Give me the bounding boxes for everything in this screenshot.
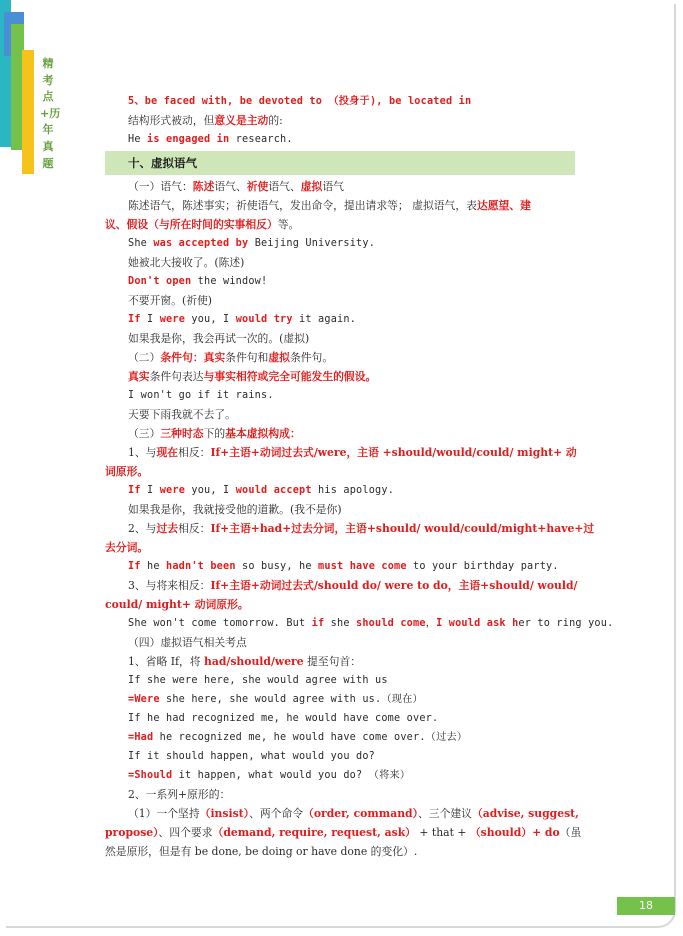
text-line: could/ might+ 动词原形。 bbox=[105, 598, 249, 611]
text-line: If I were you, I would accept his apology. bbox=[128, 485, 395, 496]
text-line: If he had recognized me, he would have come over. bbox=[128, 713, 439, 724]
main-content bbox=[105, 92, 614, 861]
text-line: 如果我是你，我会再试一次的。(虚拟) bbox=[128, 332, 310, 345]
text-line: 2、一系列+原形的： bbox=[128, 788, 231, 801]
text-line: 天要下雨我就不去了。 bbox=[128, 408, 236, 421]
text-line: =Had he recognized me, he would have come over.（过去） bbox=[128, 732, 468, 743]
text-line: 陈述语气，陈述事实；祈使语气，发出命令，提出请求等； 虚拟语气，表达愿望、建 bbox=[128, 199, 531, 212]
text-line: I won't go if it rains. bbox=[128, 390, 274, 401]
text-line: 议、假设（与所在时间的实事相反）等。 bbox=[105, 218, 300, 231]
text-line: She was accepted by Beijing University. bbox=[128, 238, 376, 249]
text-line: 然是原形，但是有 be done, be doing or have done 的变化）. bbox=[105, 845, 418, 858]
text-line: 1、与现在相反：If+主语+动词过去式/were，主语 +should/would/could/ might+ 动 bbox=[128, 446, 577, 459]
text-line: 1、省略 If，将 had/should/were 提至句首： bbox=[128, 655, 362, 668]
text-line: If it should happen, what would you do? bbox=[128, 751, 376, 762]
text-line: If he hadn't been so busy, he must have come to your birthday party. bbox=[128, 561, 559, 572]
text-line: Don't open the window! bbox=[128, 276, 268, 287]
text-line: 真实条件句表达与事实相符或完全可能发生的假设。 bbox=[128, 370, 377, 383]
text-line: 词原形。 bbox=[105, 465, 149, 478]
text-line: 不要开窗。(祈使) bbox=[128, 294, 213, 307]
text-line: （四）虚拟语气相关考点 bbox=[128, 636, 247, 649]
text-line: He is engaged in research. bbox=[128, 134, 293, 145]
text-line: She won't come tomorrow. But if she should come，I would ask her to ring you. bbox=[128, 618, 614, 629]
text-line: If I were you, I would try it again. bbox=[128, 314, 357, 325]
text-line: （二）条件句：真实条件句和虚拟条件句。 bbox=[128, 351, 334, 364]
text-line: propose）、四个要求（demand, require, request, ask） + that + （should）+ do（虽 bbox=[105, 826, 582, 839]
text-line: If she were here, she would agree with us bbox=[128, 675, 388, 686]
text-line: 如果我是你，我就接受他的道歉。(我不是你) bbox=[128, 503, 342, 516]
sidebar-title: 精考点+历年真题 bbox=[40, 57, 61, 170]
text-line: 她被北大接收了。(陈述) bbox=[128, 256, 245, 269]
text-line: （一）语气：陈述语气、祈使语气、虚拟语气 bbox=[128, 180, 344, 193]
text-line: 2、与过去相反：If+主语+had+过去分词，主语+should/ would/could/might+have+过 bbox=[128, 522, 595, 535]
text-line: =Were she here, she would agree with us.（现在） bbox=[128, 694, 423, 705]
text-line: 去分词。 bbox=[105, 541, 149, 554]
text-line: （三）三种时态下的基本虚拟构成： bbox=[128, 427, 301, 440]
text-line: 5、be faced with, be devoted to （投身于), be located in bbox=[128, 96, 472, 107]
text-line: 3、与将来相反：If+主语+动词过去式/should do/ were to do，主语+should/ would/ bbox=[128, 579, 578, 592]
text-line: 结构形式被动，但意义是主动的: bbox=[128, 114, 283, 127]
section-heading: 十、虚拟语气 bbox=[105, 151, 575, 175]
page-number: 18 bbox=[617, 897, 675, 915]
text-line: =Should it happen, what would you do? （将来） bbox=[128, 770, 411, 781]
decor-bar-yellow bbox=[22, 50, 34, 174]
text-line: （1）一个坚持（insist）、两个命令（order, command）、三个建议（advise, suggest, bbox=[128, 807, 579, 820]
